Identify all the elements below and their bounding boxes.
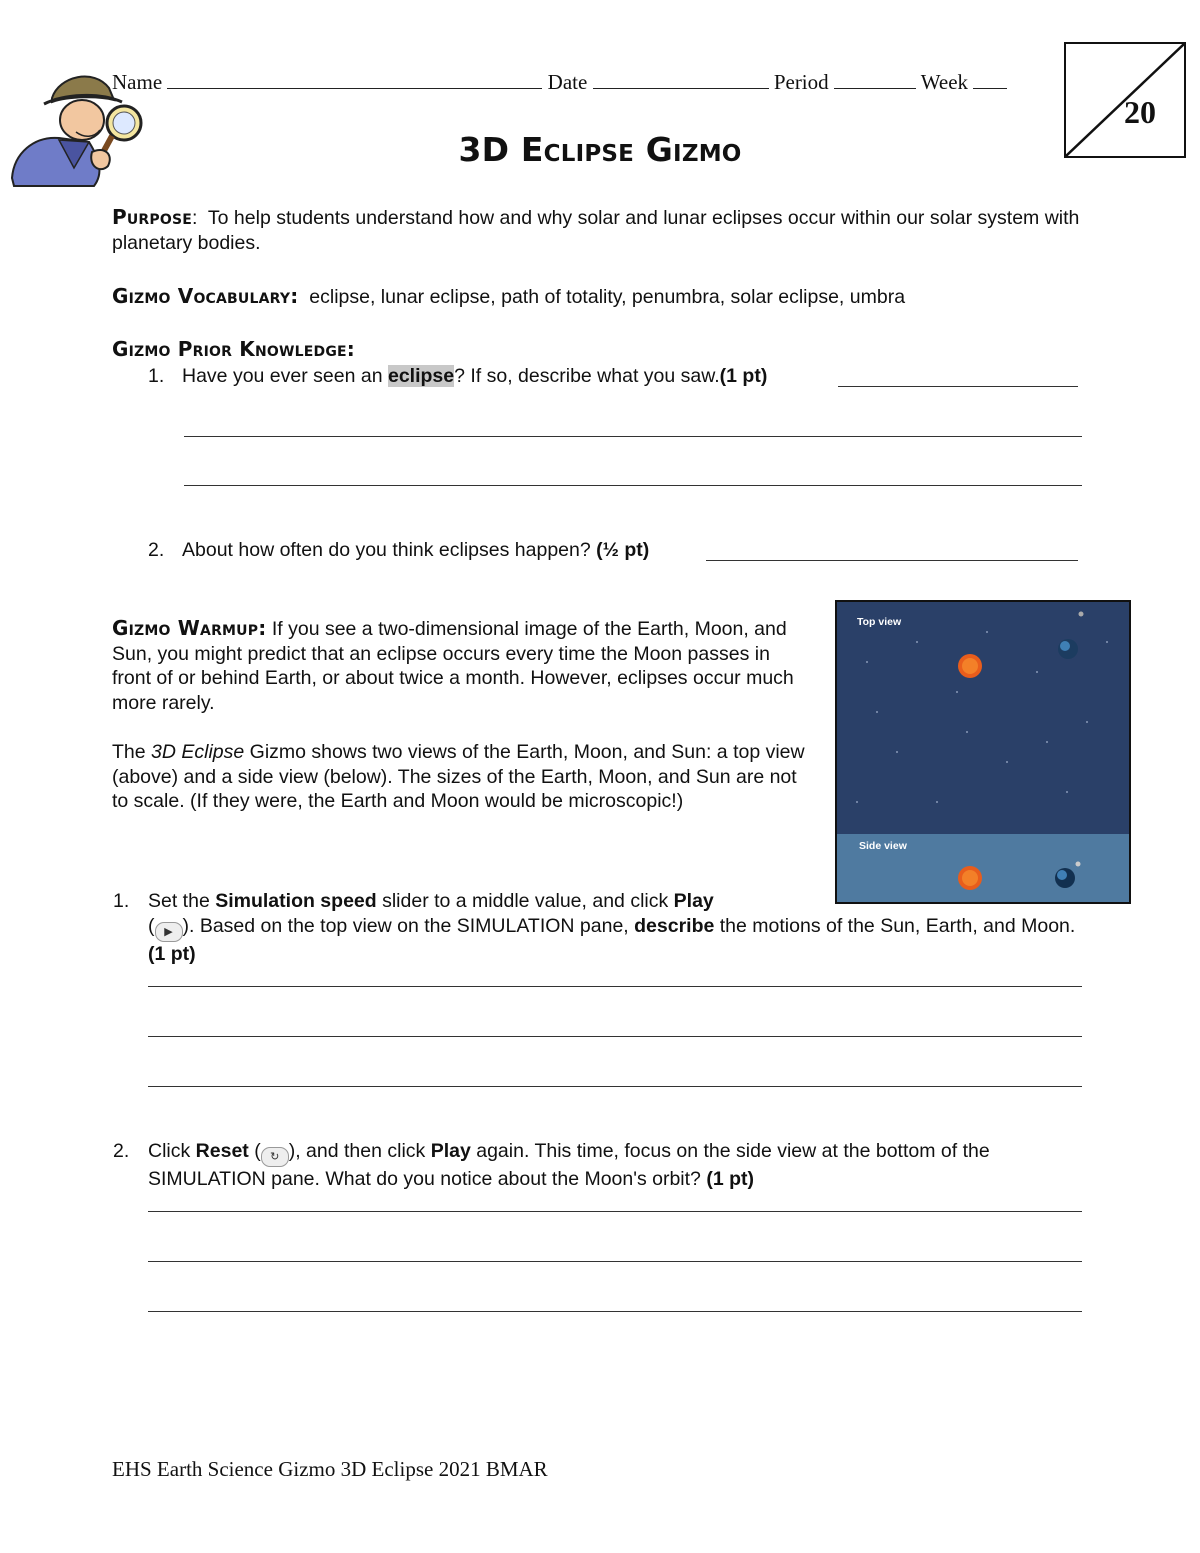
warmup-para2: The 3D Eclipse Gizmo shows two views of the Earth, Moon, and Sun: a top view (above) and a side view (below). The sizes of the Earth, Moon, and Sun are not to scale. (If they were, the Earth and Moon would be microscopic!) (112, 741, 805, 812)
warmup-q2-text: Click Reset ( ↻ ), and then click Play again. This time, focus on the side view at the bottom of the SIMULATION pane. What do you notice about the Moon's orbit? (1 pt) (148, 1140, 990, 1190)
eclipse-highlight: eclipse (387, 365, 455, 387)
vocabulary-text: eclipse, lunar eclipse, path of totality, penumbra, solar eclipse, umbra (309, 286, 906, 308)
sim-side-label: Side view (859, 840, 907, 852)
name-label: Name (112, 70, 163, 94)
answer-line[interactable] (148, 1211, 1082, 1212)
answer-line[interactable] (148, 1036, 1082, 1037)
warmup-q2-points: (1 pt) (706, 1168, 754, 1190)
prior-q1 (148, 364, 164, 389)
purpose-section: Purpose: To help students understand how and why solar and lunar eclipses occur within our solar system with planetary bodies. (112, 205, 1080, 254)
warmup-para1: Gizmo Warmup: If you see a two-dimensional image of the Earth, Moon, and Sun, you might predict that an eclipse occurs every time the Moon passes in front of or behind Earth, or about twice a month. However, eclipses occur much more rarely. (112, 616, 794, 714)
prior-q1-num: 1. (148, 365, 165, 387)
name-field[interactable] (167, 88, 542, 89)
week-label: Week (920, 70, 969, 94)
prior-q2-points: (½ pt) (596, 539, 650, 561)
warmup-q1-points: (1 pt) (148, 942, 196, 965)
prior-q1-text: Have you ever seen an eclipse? If so, describe what you saw.(1 pt) (182, 365, 768, 387)
period-label: Period (773, 70, 829, 94)
answer-line[interactable] (838, 386, 1078, 387)
date-label: Date (547, 70, 588, 94)
date-field[interactable] (593, 88, 769, 89)
warmup-label: Gizmo Warmup: (112, 616, 267, 640)
score-value: 20 (1124, 94, 1156, 130)
warmup-q1-text: Set the Simulation speed slider to a middle value, and click Play ( ▶ ). Based on the top view on the SIMULATION pane, describe the motions of the Sun, Earth, and Moon. (1 pt) (148, 890, 1076, 965)
sim-top-label: Top view (857, 616, 902, 628)
vocabulary-label: Gizmo Vocabulary: (112, 284, 299, 308)
period-field[interactable] (834, 88, 916, 89)
answer-line[interactable] (148, 1311, 1082, 1312)
prior-q2-text: About how often do you think eclipses happen? (½ pt) (182, 539, 650, 561)
page-title: 3D Eclipse Gizmo (458, 130, 742, 169)
week-field[interactable] (973, 88, 1007, 89)
answer-line[interactable] (148, 1261, 1082, 1262)
answer-line[interactable] (184, 436, 1082, 437)
answer-line[interactable] (706, 560, 1078, 561)
warmup-q1-num: 1. (113, 890, 130, 912)
warmup-q2-num: 2. (113, 1140, 130, 1162)
answer-line[interactable] (184, 485, 1082, 486)
simulation-image (835, 600, 1131, 904)
purpose-text: To help students understand how and why solar and lunar eclipses occur within our solar system with planetary bodies. (112, 207, 1080, 254)
prior-q1-points: (1 pt) (719, 365, 768, 387)
purpose-label: Purpose (112, 205, 193, 229)
prior-q2 (148, 538, 164, 563)
play-icon: ▶ (155, 922, 183, 942)
header-fields (112, 70, 1007, 95)
footer: EHS Earth Science Gizmo 3D Eclipse 2021 BMAR (112, 1457, 548, 1481)
answer-line[interactable] (148, 986, 1082, 987)
vocabulary-section (112, 284, 1092, 310)
reset-icon: ↻ (261, 1147, 289, 1167)
prior-knowledge-label: Gizmo Prior Knowledge: (112, 337, 355, 361)
answer-line[interactable] (148, 1086, 1082, 1087)
prior-q2-num: 2. (148, 539, 165, 561)
